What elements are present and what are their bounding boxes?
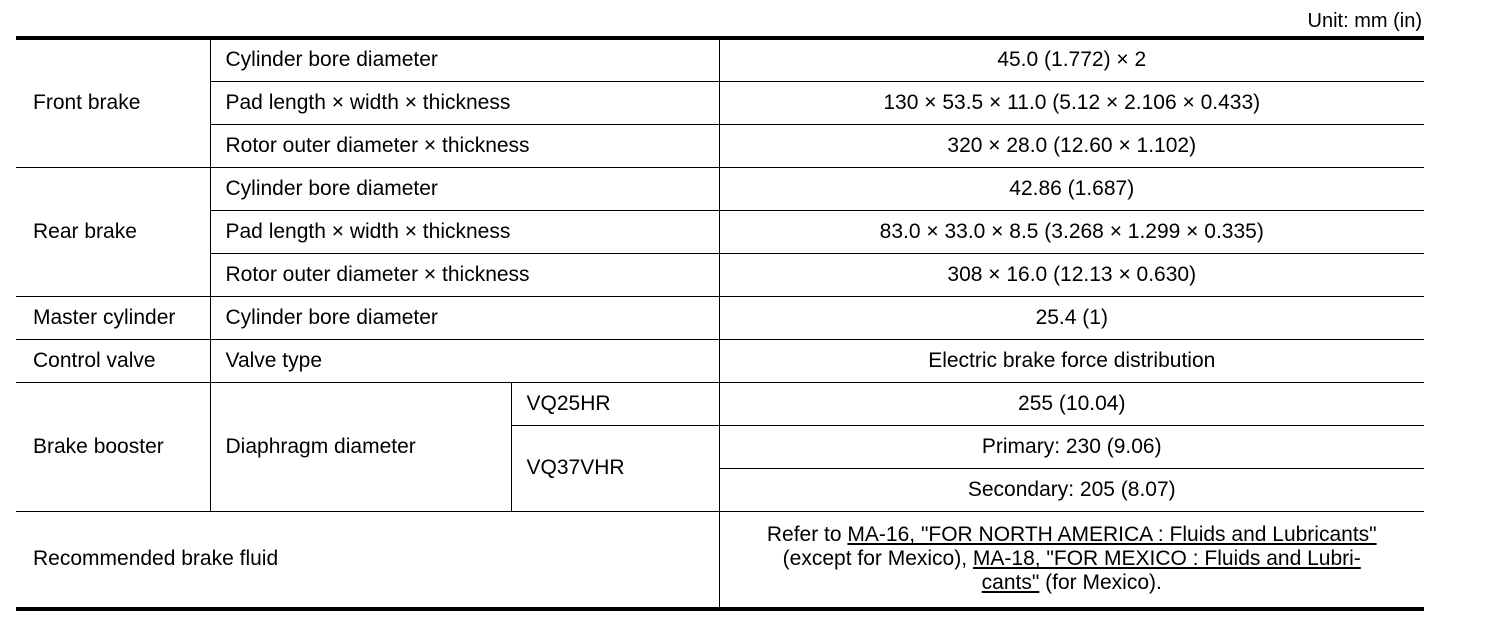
table-row bbox=[16, 382, 1424, 425]
table-row bbox=[16, 296, 1424, 339]
table-row bbox=[16, 253, 1424, 296]
brake-booster-label: Brake booster bbox=[16, 382, 210, 511]
master-cylinder-value: 25.4 (1) bbox=[719, 296, 1424, 339]
control-valve-value: Electric brake force distribution bbox=[719, 339, 1424, 382]
brake-fluid-text-2: (except for Mexico), bbox=[782, 547, 973, 571]
vq37vhr-primary-value: Primary: 230 (9.06) bbox=[719, 425, 1424, 468]
table-row bbox=[16, 210, 1424, 253]
front-rotor-item: Rotor outer diameter × thickness bbox=[210, 124, 719, 167]
table-row bbox=[16, 511, 1424, 609]
vq37vhr-secondary-value: Secondary: 205 (8.07) bbox=[719, 468, 1424, 511]
vq25hr-value: 255 (10.04) bbox=[719, 382, 1424, 425]
rear-pad-value: 83.0 × 33.0 × 8.5 (3.268 × 1.299 × 0.335) bbox=[719, 210, 1424, 253]
model-vq37vhr: VQ37VHR bbox=[511, 425, 719, 511]
diaphragm-diameter-item: Diaphragm diameter bbox=[210, 382, 511, 511]
control-valve-label: Control valve bbox=[16, 339, 210, 382]
front-cylinder-bore-value: 45.0 (1.772) × 2 bbox=[719, 38, 1424, 81]
front-pad-value: 130 × 53.5 × 11.0 (5.12 × 2.106 × 0.433) bbox=[719, 81, 1424, 124]
table-row bbox=[16, 339, 1424, 382]
brake-fluid-text-1: Refer to bbox=[766, 523, 848, 547]
ma-18-link-continued[interactable]: cants" bbox=[981, 571, 1040, 595]
table-row bbox=[16, 124, 1424, 167]
rear-cylinder-bore-item: Cylinder bore diameter bbox=[210, 167, 719, 210]
front-pad-item: Pad length × width × thickness bbox=[210, 81, 719, 124]
front-rotor-value: 320 × 28.0 (12.60 × 1.102) bbox=[719, 124, 1424, 167]
rear-pad-item: Pad length × width × thickness bbox=[210, 210, 719, 253]
model-vq25hr: VQ25HR bbox=[511, 382, 719, 425]
unit-label: Unit: mm (in) bbox=[1307, 10, 1422, 32]
table-row bbox=[16, 38, 1424, 81]
rear-rotor-value: 308 × 16.0 (12.13 × 0.630) bbox=[719, 253, 1424, 296]
front-cylinder-bore-item: Cylinder bore diameter bbox=[210, 38, 719, 81]
rear-cylinder-bore-value: 42.86 (1.687) bbox=[719, 167, 1424, 210]
brake-fluid-value bbox=[719, 511, 1424, 609]
table-row bbox=[16, 167, 1424, 210]
brake-fluid-text-3: (for Mexico). bbox=[1039, 571, 1162, 595]
rear-brake-label: Rear brake bbox=[16, 167, 210, 296]
ma-18-link[interactable]: MA-18, "FOR MEXICO : Fluids and Lubri- bbox=[972, 547, 1361, 571]
table-row bbox=[16, 81, 1424, 124]
control-valve-item: Valve type bbox=[210, 339, 719, 382]
rear-rotor-item: Rotor outer diameter × thickness bbox=[210, 253, 719, 296]
brake-fluid-label: Recommended brake fluid bbox=[16, 511, 719, 609]
front-brake-label: Front brake bbox=[16, 38, 210, 167]
ma-16-link[interactable]: MA-16, "FOR NORTH AMERICA : Fluids and Lubricants" bbox=[847, 523, 1377, 547]
brake-specification-table bbox=[16, 36, 1424, 611]
master-cylinder-item: Cylinder bore diameter bbox=[210, 296, 719, 339]
master-cylinder-label: Master cylinder bbox=[16, 296, 210, 339]
